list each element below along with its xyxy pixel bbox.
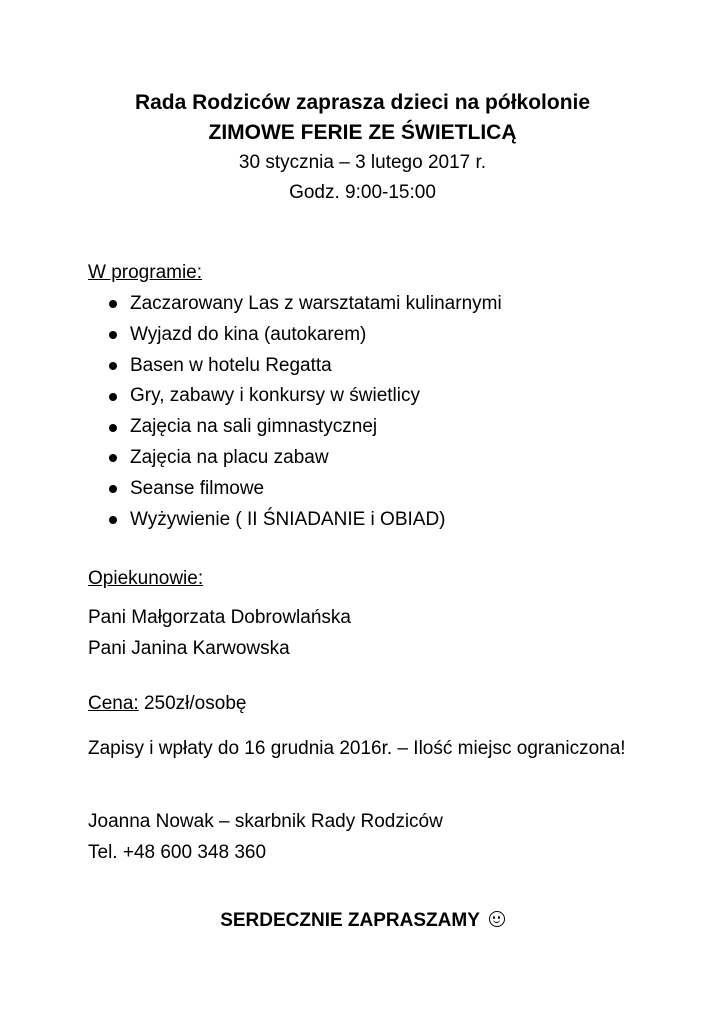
guardian-name: Pani Małgorzata Dobrowlańska [88,607,351,628]
program-item-label: Wyjazd do kina (autokarem) [130,323,367,345]
price-value: 250zł/osobę [138,693,247,714]
program-list [88,289,502,535]
contact-phone: Tel. +48 600 348 360 [88,842,267,863]
page-title: Rada Rodziców zaprasza dzieci na półkolonie [134,91,591,114]
bullet-icon [109,300,117,308]
event-dates: 30 stycznia – 3 lutego 2017 r. [238,152,487,173]
program-item-label: Zajęcia na placu zabaw [130,446,329,468]
list-item [88,351,502,382]
header [0,88,725,208]
program-item-label: Wyżywienie ( II ŚNIADANIE i OBIAD) [130,508,446,530]
event-hours: Godz. 9:00-15:00 [289,182,436,203]
contact-name: Joanna Nowak – skarbnik Rady Rodziców [88,811,443,832]
list-item [88,289,502,320]
program-item-label: Basen w hotelu Regatta [130,354,332,376]
guardian-name: Pani Janina Karwowska [88,638,290,659]
program-item-label: Zaczarowany Las z warsztatami kulinarnymi [130,293,502,314]
bullet-icon [109,393,117,401]
program-item-label: Zajęcia na sali gimnastycznej [130,416,378,438]
list-item [88,474,502,505]
list-item [88,320,502,351]
closing-line [0,906,725,936]
bullet-icon [109,516,117,524]
bullet-icon [109,485,117,493]
bullet-icon [109,454,117,462]
closing-text: SERDECZNIE ZAPRASZAMY [220,910,480,931]
list-item [88,412,502,443]
smile-icon [489,911,505,927]
signup-info: Zapisy i wpłaty do 16 grudnia 2016r. – Ilość miejsc ograniczona! [88,738,626,759]
bullet-icon [109,331,117,339]
program-item-label: Gry, zabawy i konkursy w świetlicy [130,385,420,407]
bullet-icon [109,362,117,370]
bullet-icon [109,424,117,432]
price-line [88,689,246,719]
contact-info [88,806,443,868]
list-item [88,505,502,536]
guardians-list [88,602,351,664]
list-item [88,381,502,412]
price-label: Cena: [88,693,139,714]
program-heading: W programie: [88,262,203,283]
guardians-heading: Opiekunowie: [88,568,204,589]
program-item-label: Seanse filmowe [130,477,265,499]
event-name: ZIMOWE FERIE ZE ŚWIETLICĄ [208,121,517,144]
list-item [88,443,502,474]
